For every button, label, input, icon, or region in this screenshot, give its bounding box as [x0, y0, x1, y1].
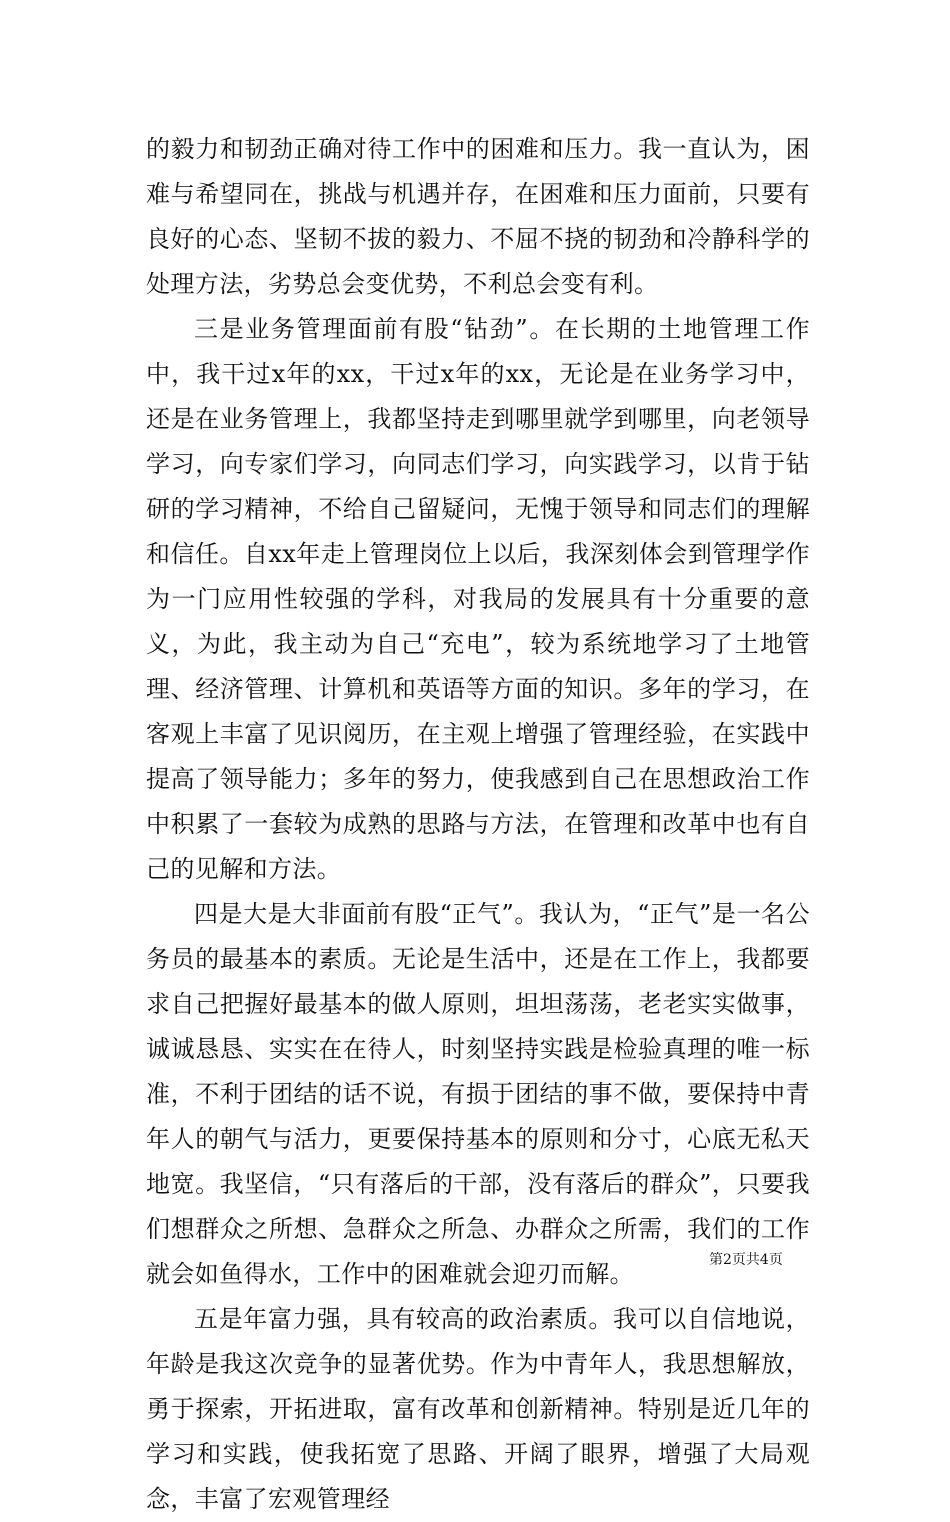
paragraph-continuation: 的毅力和韧劲正确对待工作中的困难和压力。我一直认为，困难与希望同在，挑战与机遇并存，在困难和压力面前，只要有良好的心态、坚韧不拔的毅力、不屈不挠的韧劲和冷静科学的处理方法，劣势总会变优势，不利总会变有利。	[146, 135, 810, 298]
paragraph-point-five: 五是年富力强，具有较高的政治素质。我可以自信地说，年龄是我这次竞争的显著优势。作为中青年人，我思想解放，勇于探索，开拓进取，富有改革和创新精神。特别是近几年的学习和实践，使我拓宽了思路、开阔了眼界，增强了大局观念，丰富了宏观管理经	[146, 1305, 810, 1513]
page-number-label: 第2页共4页	[709, 1252, 783, 1268]
document-body	[146, 127, 810, 1522]
paragraph-point-four: 四是大是大非面前有股“正气”。我认为，“正气”是一名公务员的最基本的素质。无论是生活中，还是在工作上，我都要求自己把握好最基本的做人原则，坦坦荡荡，老老实实做事，诚诚恳恳、实实在在待人，时刻坚持实践是检验真理的唯一标准，不利于团结的话不说，有损于团结的事不做，要保持中青年人的朝气与活力，更要保持基本的原则和分寸，心底无私天地宽。我坚信，“只有落后的干部，没有落后的群众”，只要我们想群众之所想、急群众之所急、办群众之所需，我们的工作就会如鱼得水，工作中的困难就会迎刃而解。	[146, 900, 810, 1288]
paragraph-point-three: 三是业务管理面前有股“钻劲”。在长期的土地管理工作中，我干过x年的xx，干过x年的xx，无论是在业务学习中，还是在业务管理上，我都坚持走到哪里就学到哪里，向老领导学习，向专家们学习，向同志们学习，向实践学习，以肯于钻研的学习精神，不给自己留疑问，无愧于领导和同志们的理解和信任。自xx年走上管理岗位上以后，我深刻体会到管理学作为一门应用性较强的学科，对我局的发展具有十分重要的意义，为此，我主动为自己“充电”，较为系统地学习了土地管理、经济管理、计算机和英语等方面的知识。多年的学习，在客观上丰富了见识阅历，在主观上增强了管理经验，在实践中提高了领导能力；多年的努力，使我感到自己在思想政治工作中积累了一套较为成熟的思路与方法，在管理和改革中也有自己的见解和方法。	[146, 315, 810, 883]
page-number-footer	[709, 1250, 783, 1270]
